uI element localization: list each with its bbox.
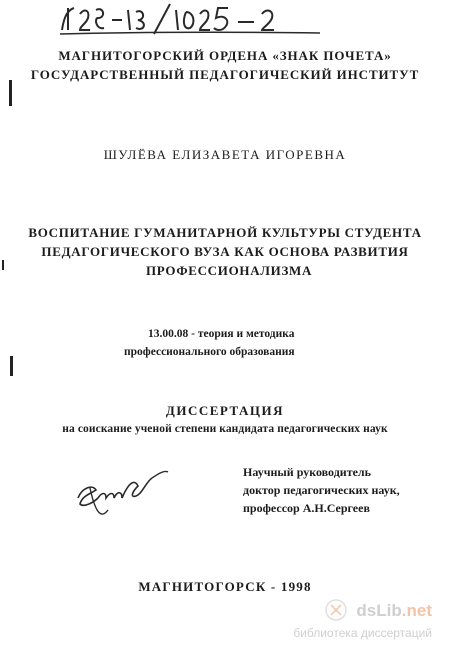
watermark-logo (356, 601, 432, 621)
scan-mark (2, 260, 4, 270)
city-year: МАГНИТОГОРСК - 1998 (138, 579, 312, 594)
supervisor-line-2: доктор педагогических наук, (243, 483, 400, 497)
watermark-logo-tld: .net (401, 601, 432, 620)
thesis-title-line-3: ПРОФЕССИОНАЛИЗМА (146, 263, 313, 278)
scan-mark (10, 356, 13, 376)
watermark-subtitle: библиотека диссертаций (293, 626, 432, 640)
supervisor-line-1: Научный руководитель (243, 465, 371, 479)
signature-handwritten (72, 458, 172, 520)
thesis-title-line-1: ВОСПИТАНИЕ ГУМАНИТАРНОЙ КУЛЬТУРЫ СТУДЕНТА (28, 225, 422, 240)
scan-mark (9, 80, 12, 106)
specialty-line-1: 13.00.08 - теория и методика (148, 328, 295, 340)
watermark-logo-main: dsLib (356, 601, 402, 620)
institution-line-1: МАГНИТОГОРСКИЙ ОРДЕНА «ЗНАК ПОЧЕТА» (58, 48, 392, 63)
institution-line-2: ГОСУДАРСТВЕННЫЙ ПЕДАГОГИЧЕСКИЙ ИНСТИТУТ (30, 67, 420, 82)
document-type: ДИССЕРТАЦИЯ (165, 403, 285, 418)
watermark-logo-icon (324, 598, 348, 622)
thesis-title-line-2: ПЕДАГОГИЧЕСКОГО ВУЗА КАК ОСНОВА РАЗВИТИЯ (41, 244, 409, 259)
specialty-line-2: профессионального образования (124, 346, 295, 358)
author-name: ШУЛЁВА ЕЛИЗАВЕТА ИГОРЕВНА (103, 147, 347, 162)
supervisor-line-3: профессор А.Н.Сергеев (243, 501, 370, 515)
archive-number-handwritten (58, 2, 328, 36)
degree-line: на соискание ученой степени кандидата педагогических наук (62, 423, 388, 435)
